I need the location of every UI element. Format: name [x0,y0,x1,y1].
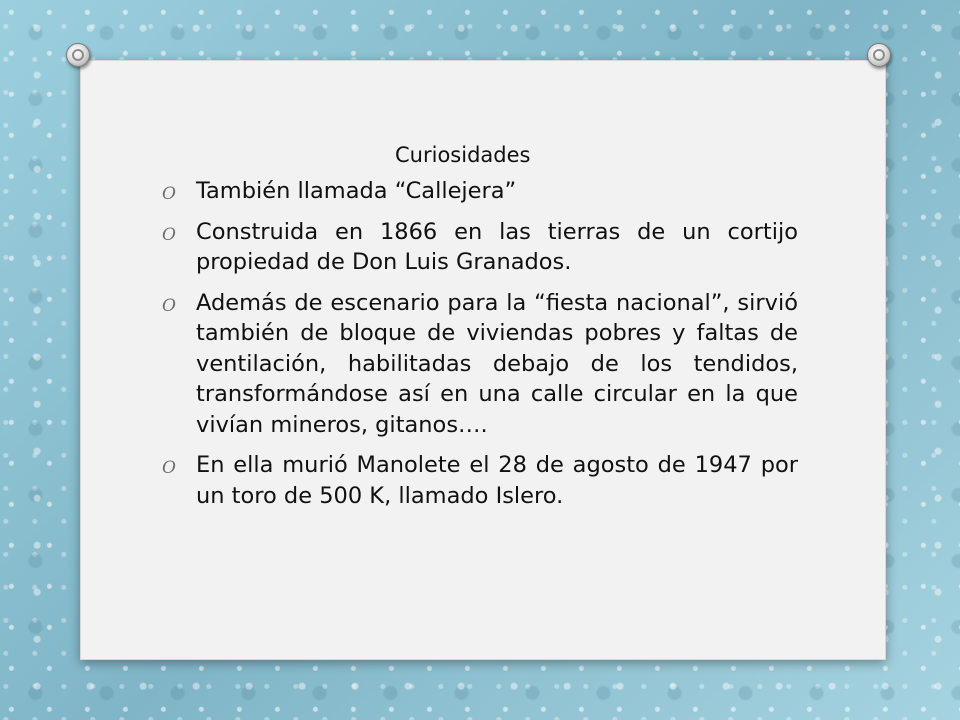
list-item [162,288,798,441]
bullet-marker-icon: O [162,458,176,478]
bullet-marker-icon: O [162,295,176,316]
pushpin-icon [66,43,90,67]
list-item [162,176,798,207]
pushpin-icon [867,43,891,67]
bullet-text: Construida en 1866 en las tierras de un cortijo propiedad de Don Luis Granados. [196,218,798,275]
list-item [162,217,798,278]
slide-heading: Curiosidades [395,143,531,167]
bullet-text: También llamada “Callejera” [196,178,517,204]
bullet-marker-icon: O [162,184,176,204]
list-item [162,450,798,511]
slide-content [162,140,798,521]
bullet-list [162,176,798,511]
bullet-text: Además de escenario para la “fiesta nacional”, sirvió también de bloque de viviendas pobres y faltas de ventilación, habilitadas debajo de los tendidos, transformándose así en una calle circular en la que vivían mineros, gitanos…. [196,289,798,438]
bullet-text: En ella murió Manolete el 28 de agosto de 1947 por un toro de 500 K, llamado Islero. [196,452,798,509]
bullet-marker-icon: O [162,224,176,245]
